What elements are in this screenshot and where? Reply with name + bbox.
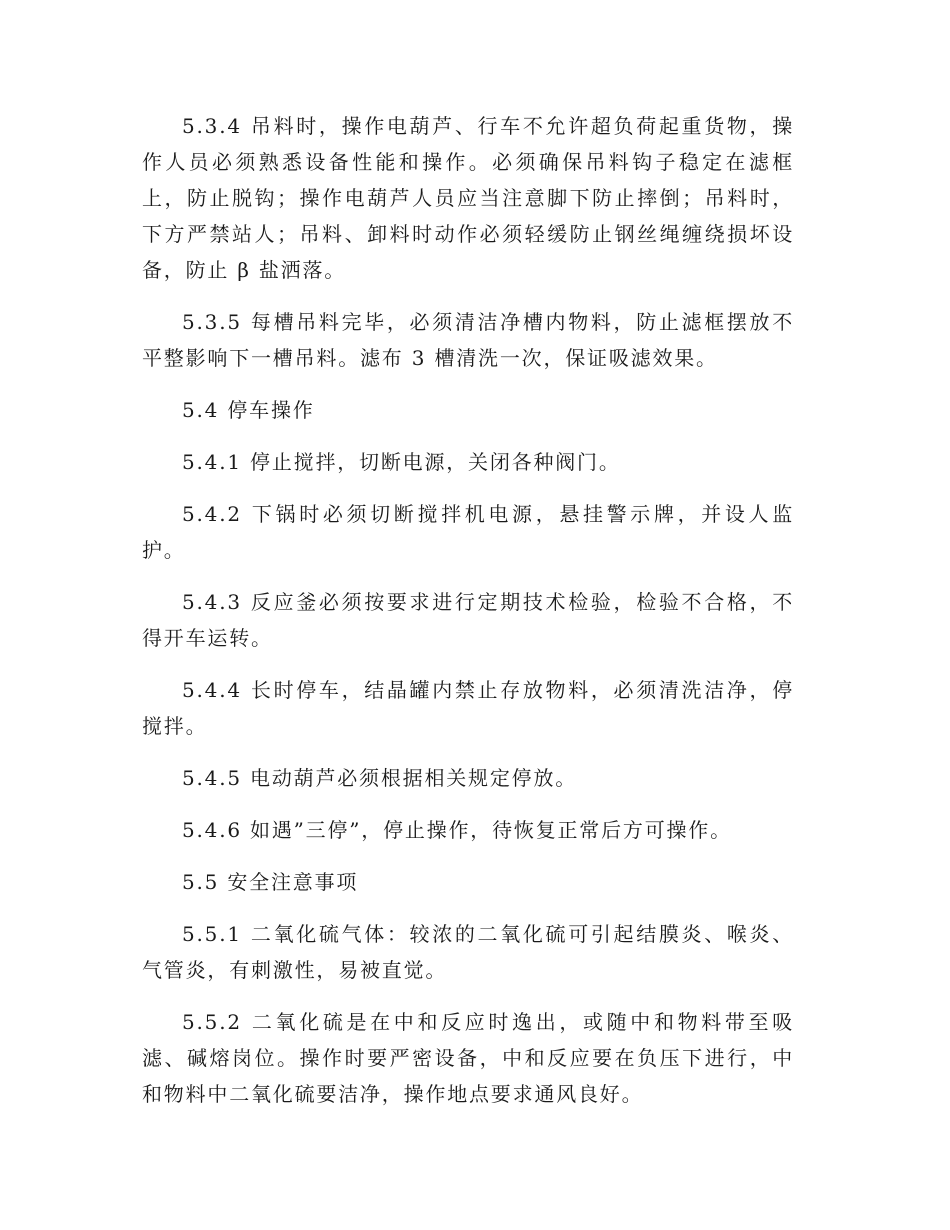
heading-5-4: 5.4 停车操作 <box>182 398 315 422</box>
paragraph-5-3-4: 5.3.4 吊料时，操作电葫芦、行车不允许超负荷起重货物，操作人员必须熟悉设备性能和操作。必须确保吊料钩子稳定在滤框上，防止脱钩；操作电葫芦人员应当注意脚下防止摔倒；吊料时，下方严禁站人；吊料、卸料时动作必须轻缓防止钢丝绳缠绕损坏设备，防止 β 盐洒落。 <box>142 114 794 282</box>
paragraph-5-5-2: 5.5.2 二氧化硫是在中和反应时逸出，或随中和物料带至吸滤、碱熔岗位。操作时要严密设备，中和反应要在负压下进行，中和物料中二氧化硫要洁净，操作地点要求通风良好。 <box>142 1010 794 1106</box>
paragraph-5-4-6: 5.4.6 如遇”三停”，停止操作，待恢复正常后方可操作。 <box>182 818 732 842</box>
paragraph-5-4-3: 5.4.3 反应釜必须按要求进行定期技术检验，检验不合格，不得开车运转。 <box>142 590 794 650</box>
paragraph-5-4-4: 5.4.4 长时停车，结晶罐内禁止存放物料，必须清洗洁净，停搅拌。 <box>142 678 794 738</box>
document-page <box>142 108 794 1128</box>
paragraph-5-5-1: 5.5.1 二氧化硫气体：较浓的二氧化硫可引起结膜炎、喉炎、气管炎，有刺激性，易被直觉。 <box>142 922 794 982</box>
heading-5-5: 5.5 安全注意事项 <box>182 870 359 894</box>
paragraph-5-4-5: 5.4.5 电动葫芦必须根据相关规定停放。 <box>182 766 578 790</box>
paragraph-5-4-2: 5.4.2 下锅时必须切断搅拌机电源，悬挂警示牌，并设人监护。 <box>142 502 794 562</box>
paragraph-5-4-1: 5.4.1 停止搅拌，切断电源，关闭各种阀门。 <box>182 450 621 474</box>
paragraph-5-3-5: 5.3.5 每槽吊料完毕，必须清洁净槽内物料，防止滤框摆放不平整影响下一槽吊料。滤布 3 槽清洗一次，保证吸滤效果。 <box>142 310 794 370</box>
